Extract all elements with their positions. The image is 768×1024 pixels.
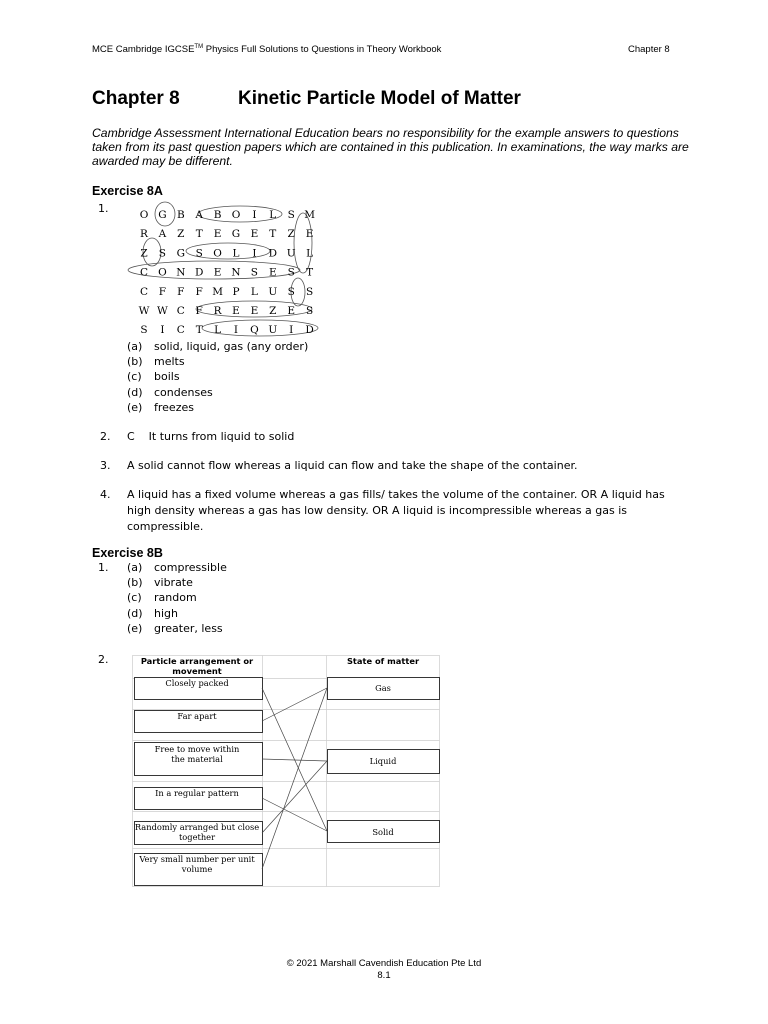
q4-answer: A liquid has a fixed volume whereas a gas fills/ takes the volume of the container. OR A liquid has high density whereas a gas has low density. OR A liquid is incompressible whereas a gas is compressible. xyxy=(127,488,665,533)
line-random-liquid xyxy=(262,761,327,833)
grid-letter: S xyxy=(140,324,148,337)
grid-letter: C xyxy=(176,305,185,317)
q4-number: 4. xyxy=(100,488,111,501)
grid-letter: I xyxy=(289,324,294,337)
grid-letter: S xyxy=(305,305,314,317)
answer-item xyxy=(127,591,227,606)
grid-letter: S xyxy=(305,285,314,298)
answer-text: condenses xyxy=(154,385,213,399)
grid-letter: E xyxy=(213,228,222,241)
grid-letter: T xyxy=(306,266,314,279)
grid-letter: C xyxy=(176,324,185,337)
q2-number: 2. xyxy=(100,430,111,443)
exercise-8a-q1-number: 1. xyxy=(98,202,109,215)
answer-text: freezes xyxy=(154,400,194,414)
answer-text: random xyxy=(154,591,197,605)
grid-letter: C xyxy=(139,266,149,279)
running-header-chapter: Chapter 8 xyxy=(628,44,670,55)
answer-label: (a) xyxy=(127,561,143,574)
answer-text: solid, liquid, gas (any order) xyxy=(154,340,309,353)
grid-letter: I xyxy=(233,324,239,337)
line-small-number-gas xyxy=(262,688,327,869)
grid-letter: M xyxy=(304,209,315,221)
word-search-puzzle xyxy=(120,200,330,342)
grid-letter: E xyxy=(232,305,240,317)
word-search-letters xyxy=(139,209,316,336)
circle-melts xyxy=(294,213,312,273)
grid-letter: W xyxy=(138,305,150,317)
grid-letter: Q xyxy=(250,324,259,337)
disclaimer: Cambridge Assessment International Education bears no responsibility for the example answers to questions taken from its past question papers which are contained in this publication. In examinations, the way marks are awarded may be different. xyxy=(92,126,689,168)
grid-letter: E xyxy=(250,305,259,317)
grid-letter: E xyxy=(250,228,259,241)
answer-item xyxy=(127,370,308,385)
matching-lines xyxy=(262,688,327,869)
running-header: MCE Cambridge IGCSE™ Physics Full Solutions to Questions in Theory Workbook xyxy=(92,44,442,56)
grid-letter: T xyxy=(195,324,203,337)
left-item-text: Far apart xyxy=(177,711,217,721)
grid-letter: S xyxy=(287,209,295,221)
answer-text: melts xyxy=(154,355,185,369)
grid-letter: N xyxy=(231,266,241,279)
grid-letter: Z xyxy=(269,305,277,317)
right-item-text: Liquid xyxy=(369,756,397,766)
q3-number: 3. xyxy=(100,459,111,472)
answer-text: greater, less xyxy=(154,621,223,635)
chapter-title: Kinetic Particle Model of Matter xyxy=(238,88,521,109)
grid-letter: S xyxy=(287,285,295,298)
left-item-text: Randomly arranged but close xyxy=(134,822,260,832)
q3-answer: A solid cannot flow whereas a liquid can flow and take the shape of the container. xyxy=(127,459,578,472)
exercise-8b-q2-number: 2. xyxy=(98,653,109,666)
exercise-8b-answers xyxy=(127,561,227,637)
grid-letter: G xyxy=(231,228,241,241)
grid-letter: A xyxy=(158,228,167,241)
grid-letter: N xyxy=(176,266,186,279)
footer-page-number: 8.1 xyxy=(377,970,391,981)
left-item-text: Closely packed xyxy=(165,678,229,688)
answer-label: (c) xyxy=(127,370,142,384)
grid-letter: A xyxy=(195,209,203,221)
grid-letter: S xyxy=(287,266,295,279)
grid-letter: U xyxy=(268,324,278,337)
grid-letter: F xyxy=(177,285,185,298)
answer-text: vibrate xyxy=(154,576,193,590)
matching-diagram xyxy=(130,652,445,892)
right-item-text: Solid xyxy=(372,827,394,837)
answer-item xyxy=(127,607,227,622)
grid-letter: F xyxy=(195,305,203,317)
answer-item xyxy=(127,401,308,416)
grid-letter: F xyxy=(195,285,203,298)
grid-letter: E xyxy=(305,228,314,241)
answer-label: (d) xyxy=(127,606,143,620)
q2-answer: C It turns from liquid to solid xyxy=(127,430,295,443)
grid-letter: G xyxy=(176,247,185,260)
grid-letter: E xyxy=(287,305,296,317)
answer-item xyxy=(127,561,227,576)
answer-item xyxy=(127,576,227,591)
grid-letter: D xyxy=(305,324,314,337)
answer-label: (b) xyxy=(127,355,143,369)
answer-text: compressible xyxy=(154,561,227,574)
grid-letter: L xyxy=(269,209,277,221)
answer-label: (e) xyxy=(127,400,143,414)
grid-letter: L xyxy=(232,247,240,260)
grid-letter: S xyxy=(195,247,203,260)
answer-item xyxy=(127,340,308,355)
grid-letter: E xyxy=(268,266,277,279)
grid-letter: O xyxy=(158,266,167,279)
grid-letter: D xyxy=(194,266,204,279)
grid-letter: L xyxy=(306,247,314,260)
grid-letter: Z xyxy=(287,228,295,241)
grid-letter: G xyxy=(158,209,167,221)
exercise-8b-q1-number: 1. xyxy=(98,561,109,574)
line-regular-solid xyxy=(262,798,327,831)
grid-letter: C xyxy=(139,285,149,298)
exercise-8a-answers xyxy=(127,340,308,416)
grid-letter: R xyxy=(140,228,148,241)
grid-letter: B xyxy=(213,209,222,221)
grid-letter: T xyxy=(269,228,277,241)
answer-label: (a) xyxy=(127,340,143,353)
footer-copyright: © 2021 Marshall Cavendish Education Pte Ltd xyxy=(286,958,482,969)
left-item-text: Very small number per unit xyxy=(139,854,255,864)
grid-letter: R xyxy=(213,305,222,317)
right-items xyxy=(370,683,397,837)
grid-letter: E xyxy=(213,266,222,279)
left-item-text: volume xyxy=(181,864,213,874)
grid-letter: O xyxy=(139,209,149,221)
exercise-8a-heading: Exercise 8A xyxy=(92,184,163,198)
grid-letter: Z xyxy=(140,247,148,260)
left-header-line1: Particle arrangement or xyxy=(140,656,254,666)
grid-letter: P xyxy=(232,285,240,298)
grid-letter: I xyxy=(252,209,257,221)
grid-letter: F xyxy=(158,285,167,298)
answer-label: (b) xyxy=(127,576,143,590)
answer-label: (c) xyxy=(127,591,142,605)
answer-text: boils xyxy=(154,370,180,384)
chapter-number: Chapter 8 xyxy=(92,88,180,109)
left-header-line2: movement xyxy=(172,666,222,676)
left-item-text: In a regular pattern xyxy=(155,788,239,798)
left-item-text: together xyxy=(178,832,216,842)
right-item-text: Gas xyxy=(375,683,391,693)
exercise-8b-heading: Exercise 8B xyxy=(92,546,163,560)
grid-letter: L xyxy=(214,324,222,337)
grid-letter: M xyxy=(212,285,223,298)
answer-item xyxy=(127,386,308,401)
grid-letter: U xyxy=(268,285,278,298)
grid-letter: L xyxy=(250,285,258,298)
grid-letter: O xyxy=(213,247,222,260)
answer-item xyxy=(127,622,227,637)
answer-label: (d) xyxy=(127,385,143,399)
grid-letter: Z xyxy=(177,228,185,241)
grid-letter: U xyxy=(286,247,296,260)
grid-letter: B xyxy=(176,209,185,221)
answer-item xyxy=(127,355,308,370)
grid-letter: I xyxy=(160,324,165,337)
grid-letter: S xyxy=(158,247,167,260)
grid-letter: I xyxy=(252,247,257,260)
right-header: State of matter xyxy=(346,656,420,666)
left-item-text: the material xyxy=(171,754,223,764)
answer-label: (e) xyxy=(127,621,143,635)
left-item-text: Free to move within xyxy=(154,744,240,754)
grid-letter: O xyxy=(231,209,241,221)
grid-letter: S xyxy=(250,266,259,279)
grid-letter: T xyxy=(195,228,203,241)
grid-letter: D xyxy=(268,247,278,260)
grid-letter: W xyxy=(157,305,168,317)
answer-text: high xyxy=(154,606,178,620)
